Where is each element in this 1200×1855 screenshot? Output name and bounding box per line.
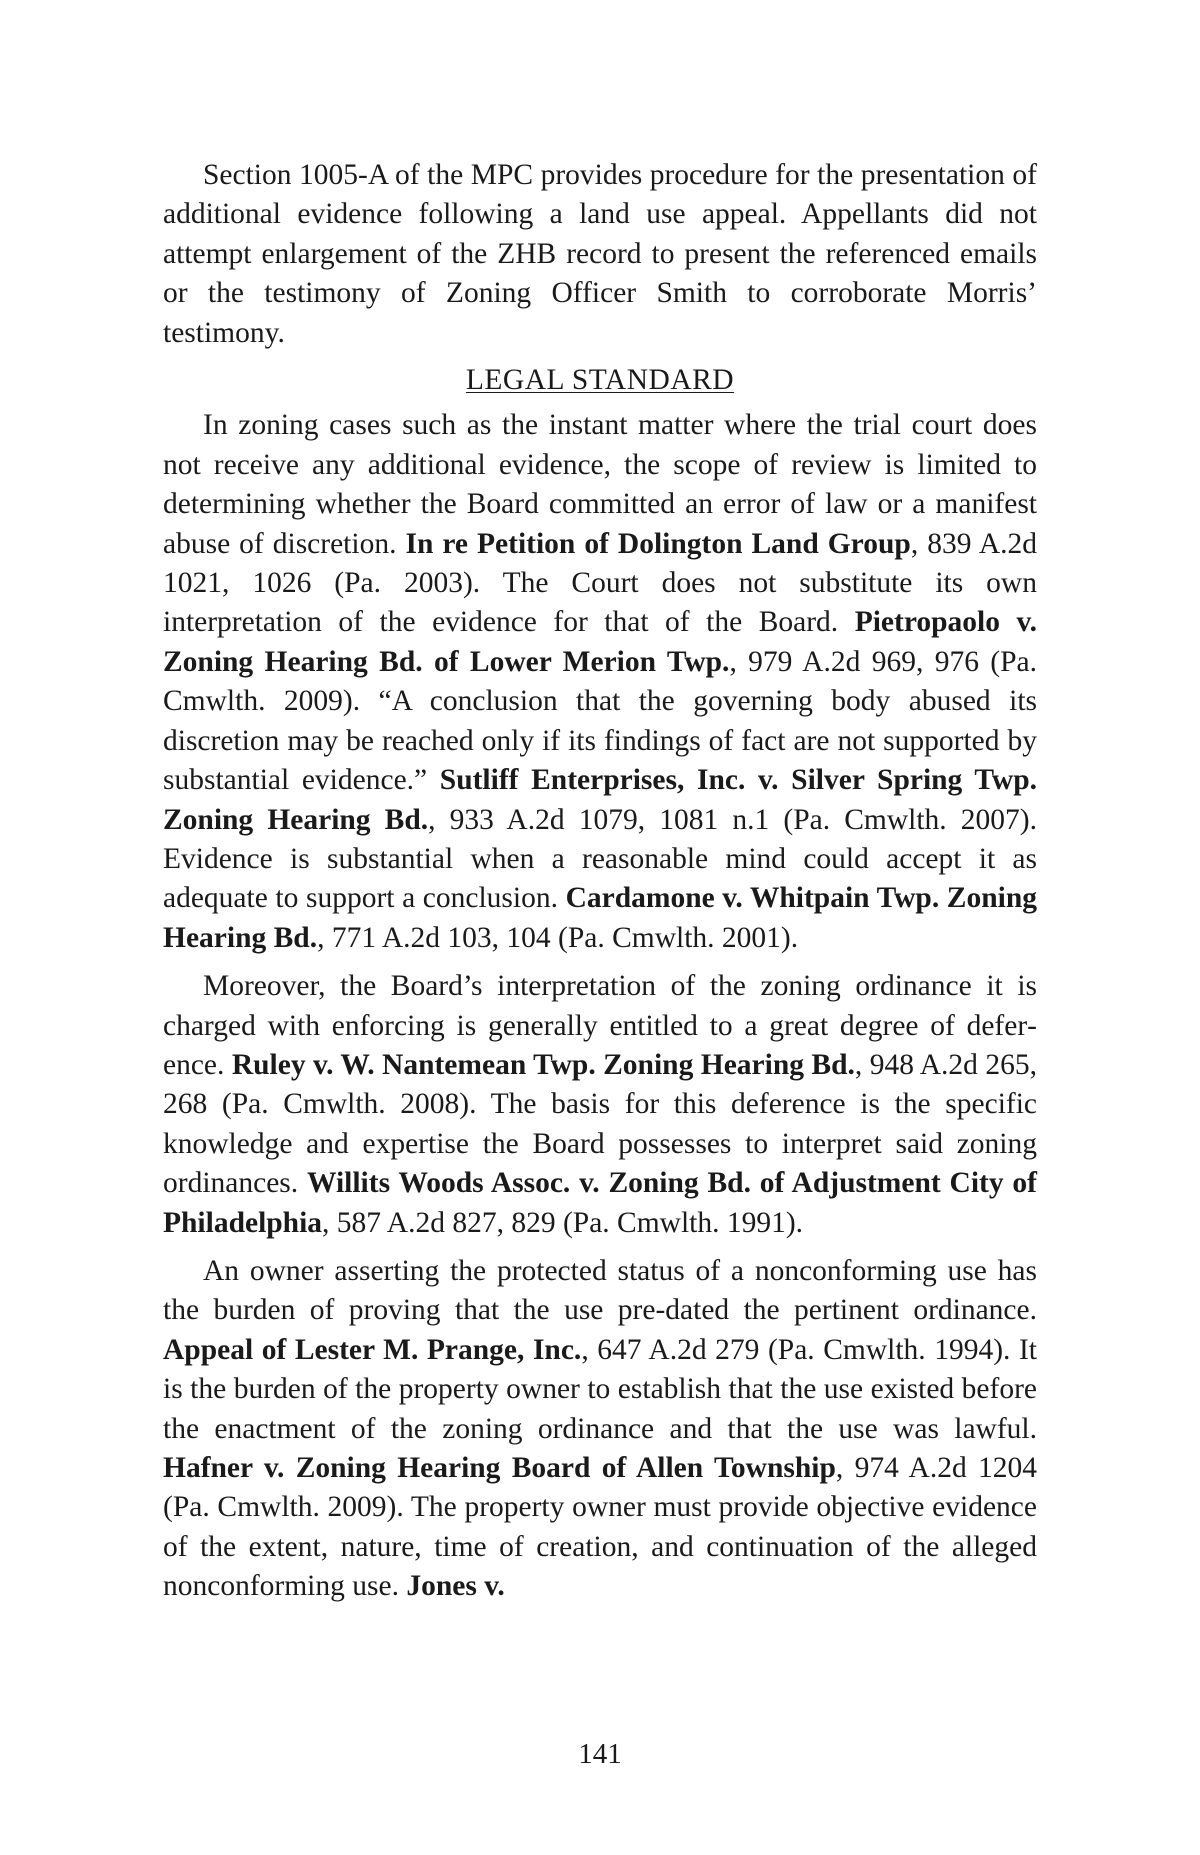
case-citation: In re Petition of Dolington Land Group bbox=[405, 527, 911, 560]
paragraph-text: , 647 A.2d 279 (Pa. Cmwlth. 1994). It is the burden of the property owner to establish that the use existed before the enactment of the zoning ordinance and that the use was lawful. bbox=[163, 1333, 1037, 1445]
case-citation: Appeal of Lester M. Prange, Inc. bbox=[163, 1333, 582, 1366]
paragraph-text: In zoning cases such as the instant matter where the trial court does not receive any additional evidence, the scope of review is limited to determining whether the Board committed an error of law or a manifest abuse of discretion. bbox=[163, 409, 1037, 560]
body-text bbox=[163, 156, 1037, 1607]
case-citation: Hafner v. Zoning Hearing Board of Allen Township bbox=[163, 1452, 836, 1484]
paragraph-text: , 948 A.2d 265, 268 (Pa. Cmwlth. 2008). The basis for this deference is the specific knowledge and expertise the Board possesses to interpret said zoning ordinances. bbox=[163, 1048, 1037, 1200]
case-citation: Willits Woods Assoc. v. Zoning Bd. of Adjustment City of Philadelphia bbox=[163, 1167, 1038, 1239]
paragraph-text: , 587 A.2d 827, 829 (Pa. Cmwlth. 1991). bbox=[322, 1206, 804, 1239]
paragraph-text: , 839 A.2d 1021, 1026 (Pa. 2003). The Court does not substitute its own interpretation of the evidence for that of the Board. bbox=[163, 527, 1037, 639]
case-citation: Ruley v. W. Nantemean Twp. Zoning Hearing Bd. bbox=[231, 1048, 855, 1081]
page-number: 141 bbox=[578, 1738, 622, 1770]
case-citation: Pietropaolo v. Zoning Hearing Bd. of Lower Merion Twp. bbox=[163, 606, 1037, 678]
section-heading-legal-standard: LEGAL STANDARD bbox=[465, 364, 735, 397]
paragraph-text: Moreover, the Board’s interpretation of the zoning ordinance it is charged with enforcing is generally entitled to a great degree of deference. bbox=[163, 970, 1037, 1081]
paragraph-board-deference bbox=[163, 967, 1037, 1243]
case-citation: Cardamone v. Whitpain Twp. Zoning Hearing Bd. bbox=[163, 882, 1037, 954]
paragraph-text: , 974 A.2d 1204 (Pa. Cmwlth. 2009). The property owner must provide objective evidence of the extent, nature, time of creation, and continuation of the alleged nonconforming use. bbox=[163, 1452, 1037, 1603]
paragraph-text: Section 1005-A of the MPC provides procedure for the presentation of additional evidence following a land use appeal. Appellants did not attempt enlargement of the ZHB record to present the referenced emails or the testimony of Zoning Officer Smith to corroborate Morris’ testimony. bbox=[163, 159, 1037, 349]
paragraph-mpc-section bbox=[163, 156, 1037, 353]
case-citation: Jones v. bbox=[406, 1570, 505, 1603]
paragraph-text: , 933 A.2d 1079, 1081 n.1 (Pa. Cmwlth. 2007). Evidence is substantial when a reasonable mind could accept it as adequate to support a conclusion. bbox=[163, 803, 1037, 915]
paragraph-text: An owner asserting the protected status of a nonconforming use has the burden of proving that the use pre-dated the pertinent ordinance. bbox=[163, 1254, 1037, 1327]
paragraph-scope-of-review bbox=[163, 406, 1037, 958]
paragraph-nonconforming-use bbox=[163, 1252, 1037, 1607]
paragraph-text: , 771 A.2d 103, 104 (Pa. Cmwlth. 2001). bbox=[317, 921, 799, 954]
paragraph-text: , 979 A.2d 969, 976 (Pa. Cmwlth. 2009). “A conclusion that the governing body abused its discretion may be reached only if its findings of fact are not supported by substantial evidence.” bbox=[163, 645, 1037, 797]
case-citation: Sutliff Enterprises, Inc. v. Silver Spring Twp. Zoning Hearing Bd. bbox=[163, 764, 1037, 836]
